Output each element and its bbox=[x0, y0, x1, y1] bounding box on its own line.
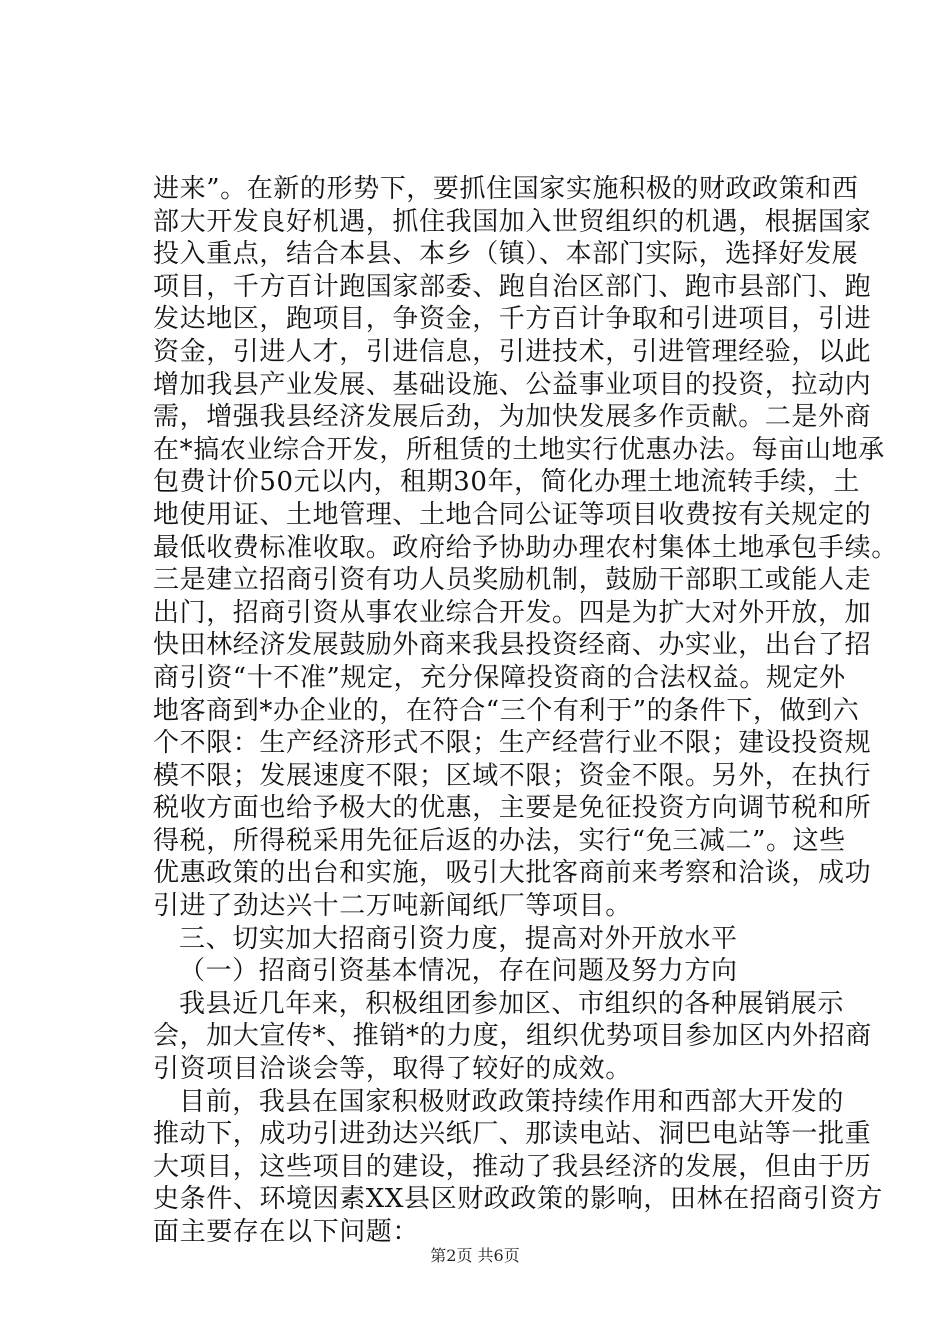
text-line: 推动下，成功引进劲达兴纸厂、那读电站、洞巴电站等一批重 bbox=[153, 1119, 872, 1150]
text-line: 引资项目洽谈会等，取得了较好的成效。 bbox=[153, 1054, 632, 1085]
text-line: 投入重点，结合本县、本乡（镇）、本部门实际，选择好发展 bbox=[153, 239, 859, 270]
subsection-heading: （一）招商引资基本情况，存在问题及努力方向 bbox=[179, 956, 738, 987]
text-line: 大项目，这些项目的建设，推动了我县经济的发展，但由于历 bbox=[153, 1151, 872, 1182]
text-line: 快田林经济发展鼓励外商来我县投资经商、办实业，出台了招 bbox=[153, 630, 872, 661]
text-line: 最低收费标准收取。政府给予协助办理农村集体土地承包手续。 bbox=[153, 532, 898, 563]
text-line: 资金，引进人才，引进信息，引进技术，引进管理经验，以此 bbox=[153, 336, 872, 367]
text-line: 项目，千方百计跑国家部委、跑自治区部门、跑市县部门、跑 bbox=[153, 271, 872, 302]
text-line: 模不限；发展速度不限；区域不限；资金不限。另外，在执行 bbox=[153, 760, 872, 791]
text-line: 税收方面也给予极大的优惠，主要是免征投资方向调节税和所 bbox=[153, 793, 872, 824]
text-line: 面主要存在以下问题： bbox=[153, 1217, 420, 1247]
text-line: 增加我县产业发展、基础设施、公益事业项目的投资，拉动内 bbox=[153, 369, 872, 400]
text-line: 在*搞农业综合开发，所租赁的土地实行优惠办法。每亩山地承 bbox=[153, 434, 885, 465]
text-line: 三是建立招商引资有功人员奖励机制，鼓励干部职工或能人走 bbox=[153, 565, 872, 596]
text-line: 出门，招商引资从事农业综合开发。四是为扩大对外开放，加 bbox=[153, 597, 872, 628]
document-body bbox=[153, 173, 898, 1249]
text-line: 个不限：生产经济形式不限；生产经营行业不限；建设投资规 bbox=[153, 728, 872, 759]
text-line: 地客商到*办企业的，在符合“三个有利于”的条件下，做到六 bbox=[153, 695, 860, 726]
text-line: 我县近几年来，积极组团参加区、市组织的各种展销展示 bbox=[179, 988, 845, 1019]
text-line: 会，加大宣传*、推销*的力度，组织优势项目参加区内外招商 bbox=[153, 1021, 872, 1052]
page-number-footer: 第2页 共6页 bbox=[430, 1246, 520, 1265]
text-line: 得税，所得税采用先征后返的办法，实行“免三减二”。这些 bbox=[153, 825, 846, 856]
text-line: 优惠政策的出台和实施，吸引大批客商前来考察和洽谈，成功 bbox=[153, 858, 872, 889]
text-line: 发达地区，跑项目，争资金，千方百计争取和引进项目，引进 bbox=[153, 304, 872, 335]
text-line: 部大开发良好机遇，抓住我国加入世贸组织的机遇，根据国家 bbox=[153, 206, 872, 237]
text-line: 地使用证、土地管理、土地合同公证等项目收费按有关规定的 bbox=[153, 499, 872, 530]
text-line: 史条件、环境因素XX县区财政政策的影响，田林在招商引资方 bbox=[153, 1184, 883, 1215]
text-line: 商引资“十不准”规定，充分保障投资商的合法权益。规定外 bbox=[153, 662, 846, 693]
text-line: 进来”。在新的形势下，要抓住国家实施积极的财政政策和西 bbox=[153, 174, 859, 204]
text-line: 目前，我县在国家积极财政政策持续作用和西部大开发的 bbox=[179, 1086, 845, 1117]
section-heading: 三、切实加大招商引资力度，提高对外开放水平 bbox=[179, 923, 738, 954]
text-line: 包费计价50元以内，租期30年，简化办理土地流转手续，土 bbox=[153, 467, 860, 498]
text-line: 需，增强我县经济发展后劲，为加快发展多作贡献。二是外商 bbox=[153, 402, 872, 433]
text-line: 引进了劲达兴十二万吨新闻纸厂等项目。 bbox=[153, 891, 632, 922]
